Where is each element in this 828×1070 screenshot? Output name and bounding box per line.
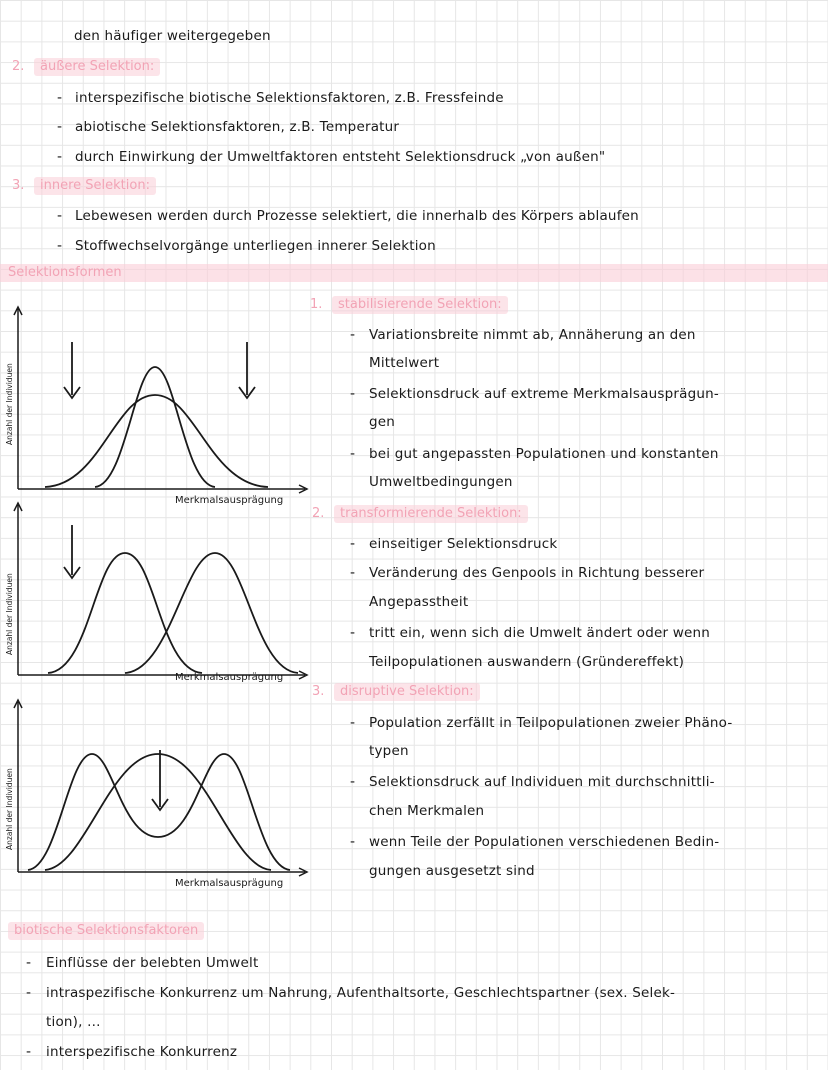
form-2-line: Veränderung des Genpools in Richtung besserer <box>369 565 705 581</box>
graph-directional <box>0 495 310 695</box>
biotic-line: Einflüsse der belebten Umwelt <box>46 955 259 971</box>
form-1-line: Variationsbreite nimmt ab, Annäherung an den <box>369 327 696 343</box>
x-axis-label: Merkmalsausprägung <box>175 878 284 889</box>
form-1-line: Umweltbedingungen <box>369 474 513 490</box>
graph-disruptive <box>0 692 310 897</box>
biotic-line: intraspezifische Konkurrenz um Nahrung, Aufenthaltsorte, Geschlechtspartner (sex. Selek- <box>46 985 676 1001</box>
y-axis-label: Anzahl der Individuen <box>5 363 14 445</box>
y-axis-label: Anzahl der Individuen <box>5 573 14 655</box>
bullet-dash: - <box>57 238 63 254</box>
bullet-dash: - <box>350 327 356 343</box>
form-3-line: wenn Teile der Populationen verschiedenen Bedin- <box>369 834 720 850</box>
bullet-dash: - <box>26 1044 32 1060</box>
section-2-bullet: interspezifische biotische Selektionsfaktoren, z.B. Fressfeinde <box>75 90 504 106</box>
biotic-line: interspezifische Konkurrenz <box>46 1044 238 1060</box>
form-2-line: Angepasstheit <box>369 594 469 610</box>
biotic-title: biotische Selektionsfaktoren <box>8 922 204 940</box>
bullet-dash: - <box>350 774 356 790</box>
x-axis-label: Merkmalsausprägung <box>175 495 284 506</box>
form-2-line: einseitiger Selektionsdruck <box>369 536 558 552</box>
bullet-dash: - <box>350 386 356 402</box>
form-3-line: typen <box>369 743 409 759</box>
intro-line: den häufiger weitergegeben <box>74 28 271 44</box>
bullet-dash: - <box>57 149 63 165</box>
form-2-number: 2. <box>312 506 325 521</box>
heading-band <box>0 264 828 282</box>
section-2-number: 2. <box>12 59 25 74</box>
form-3-line: Population zerfällt in Teilpopulationen zweier Phäno- <box>369 715 733 731</box>
bullet-dash: - <box>350 446 356 462</box>
graph-stabilizing <box>0 295 310 510</box>
form-3-line: chen Merkmalen <box>369 803 485 819</box>
y-axis-label: Anzahl der Individuen <box>5 768 14 850</box>
form-1-line: gen <box>369 414 396 430</box>
section-2-title: äußere Selektion: <box>34 58 160 76</box>
form-1-line: bei gut angepassten Populationen und konstanten <box>369 446 719 462</box>
section-3-bullet: Lebewesen werden durch Prozesse selektiert, die innerhalb des Körpers ablaufen <box>75 208 639 224</box>
bullet-dash: - <box>57 208 63 224</box>
form-1-line: Selektionsdruck auf extreme Merkmalsausprägun- <box>369 386 719 402</box>
section-3-bullet: Stoffwechselvorgänge unterliegen innerer Selektion <box>75 238 436 254</box>
bullet-dash: - <box>350 625 356 641</box>
form-1-number: 1. <box>310 297 323 312</box>
bullet-dash: - <box>26 955 32 971</box>
x-axis-label: Merkmalsausprägung <box>175 672 284 683</box>
bullet-dash: - <box>350 715 356 731</box>
biotic-line: tion), ... <box>46 1014 101 1030</box>
bullet-dash: - <box>57 119 63 135</box>
form-3-line: Selektionsdruck auf Individuen mit durchschnittli- <box>369 774 715 790</box>
form-2-line: Teilpopulationen auswandern (Gründereffekt) <box>369 654 685 670</box>
form-1-title: stabilisierende Selektion: <box>332 296 508 314</box>
form-3-number: 3. <box>312 684 325 699</box>
form-2-title: transformierende Selektion: <box>334 505 528 523</box>
section-3-title: innere Selektion: <box>34 177 156 195</box>
form-3-title: disruptive Selektion: <box>334 683 480 701</box>
band-heading: Selektionsformen <box>8 265 122 280</box>
section-2-bullet: durch Einwirkung der Umweltfaktoren entsteht Selektionsdruck „von außen" <box>75 149 606 165</box>
section-2-bullet: abiotische Selektionsfaktoren, z.B. Temperatur <box>75 119 400 135</box>
bullet-dash: - <box>350 536 356 552</box>
form-2-line: tritt ein, wenn sich die Umwelt ändert oder wenn <box>369 625 710 641</box>
bullet-dash: - <box>350 565 356 581</box>
bullet-dash: - <box>26 985 32 1001</box>
section-3-number: 3. <box>12 178 25 193</box>
form-3-line: gungen ausgesetzt sind <box>369 863 535 879</box>
bullet-dash: - <box>350 834 356 850</box>
form-1-line: Mittelwert <box>369 355 440 371</box>
bullet-dash: - <box>57 90 63 106</box>
